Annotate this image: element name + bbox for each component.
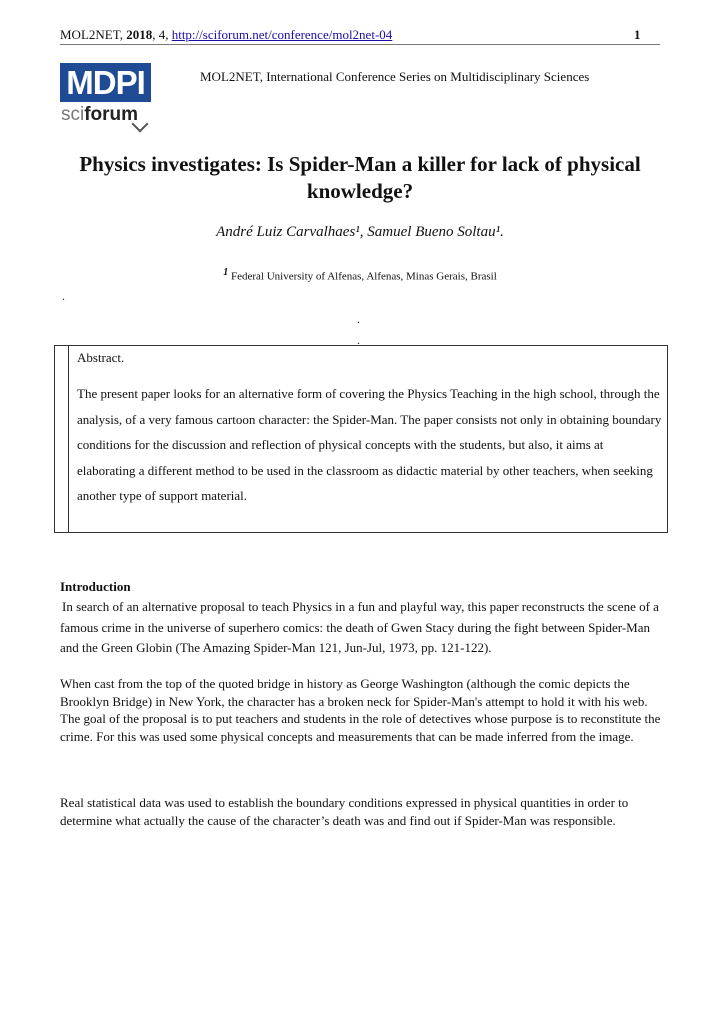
- stray-dot: .: [357, 333, 360, 347]
- authors: André Luiz Carvalhaes¹, Samuel Bueno Soltau¹.: [216, 224, 504, 240]
- intro-paragraph-1: [60, 597, 660, 659]
- intro-paragraph-2a: When cast from the top of the quoted bridge in history as George Washington (although the comic depicts the Brooklyn Bridge) in New York, the character has a broken neck for Spider-Man's attempt to hold it with his web.: [60, 676, 648, 709]
- paper-title: Physics investigates: Is Spider-Man a killer for lack of physical knowledge?: [79, 152, 641, 203]
- abstract-heading: Abstract.: [77, 350, 125, 365]
- sciforum-forum: forum: [84, 104, 139, 125]
- journal-volume: , 4,: [152, 27, 169, 42]
- conference-series: MOL2NET, International Conference Series on Multidisciplinary Sciences: [200, 69, 590, 84]
- journal-year: 2018: [126, 27, 153, 42]
- abstract-text: The present paper looks for an alternative form of covering the Physics Teaching in the high school, through the analysis, of a very famous cartoon character: the Spider-Man. The paper consists not only in obtaining boundary conditions for the discussion and reflection of physical concepts with the students, but also, it aims at elaborating a different method to be used in the classroom as didactic material by other teachers, when seeking another type of support material.: [77, 386, 662, 503]
- intro-paragraph-3: Real statistical data was used to establish the boundary conditions expressed in physical quantities in order to determine what actually the cause of the character’s death was and find out if Spider-Man was responsible.: [60, 795, 629, 828]
- header-divider: [60, 44, 660, 45]
- intro-paragraph-2b: The goal of the proposal is to put teachers and students in the role of detectives whose purpose is to reconstitute the crime. For this was used some physical concepts and measurements that can be made inferred from the image.: [60, 711, 661, 744]
- affiliation-text: Federal University of Alfenas, Alfenas, Minas Gerais, Brasil: [230, 270, 497, 283]
- mdpi-logo: MDPI: [60, 63, 151, 102]
- running-header: [60, 27, 392, 43]
- abstract-divider: [68, 346, 69, 532]
- page-number: 1: [634, 27, 641, 42]
- intro-paragraph-1-text: In search of an alternative proposal to teach Physics in a fun and playful way, this paper reconstructs the scene of a famous crime in the universe of superhero comics: the death of Gwen Stacy during the fight between Spider-Man and the Green Globin (The Amazing Spider-Man 121, Jun-Jul, 1973, pp. 121-122).: [60, 599, 659, 655]
- sciforum-sci: sci: [61, 104, 85, 125]
- affiliation-marker: 1: [223, 267, 229, 278]
- journal-name: MOL2NET,: [60, 27, 123, 42]
- intro-paragraph-2: [60, 675, 670, 745]
- conference-link[interactable]: http://sciforum.net/conference/mol2net-04: [171, 27, 393, 42]
- introduction-heading: Introduction: [60, 579, 131, 594]
- stray-dot: .: [62, 289, 65, 303]
- affiliation: [60, 267, 660, 283]
- sciforum-logo: [61, 104, 138, 126]
- stray-dot: .: [357, 312, 360, 326]
